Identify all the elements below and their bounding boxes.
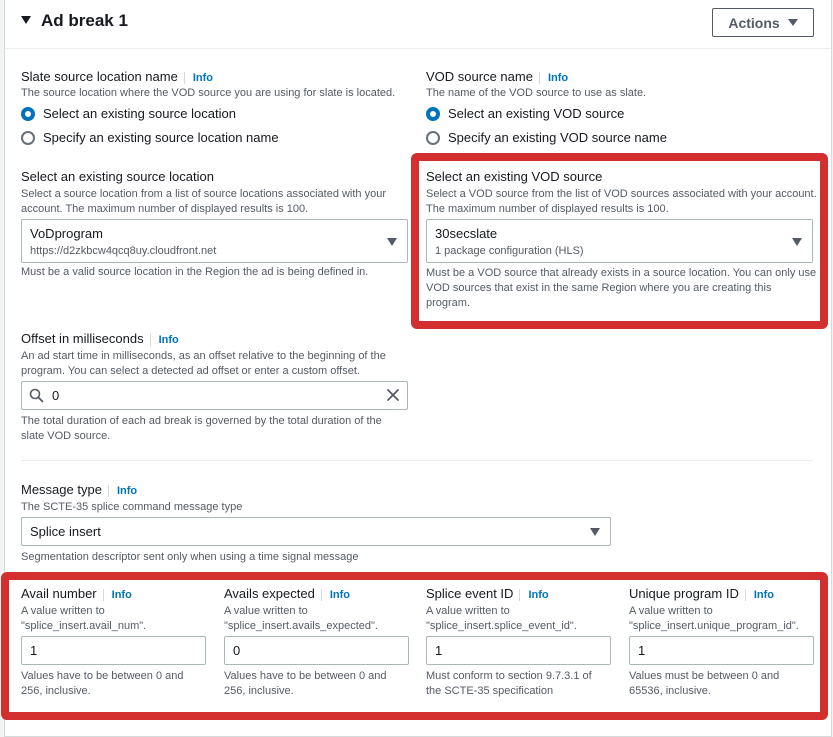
vod-source-name-info-link[interactable]: Info xyxy=(539,72,568,84)
existing-location-description-2: account. The maximum number of displayed results is 100. xyxy=(21,203,309,215)
splice-event-id-label-text: Splice event ID xyxy=(426,586,514,601)
avails-expected-hint-2: 256, inclusive. xyxy=(224,685,294,697)
offset-hint-2: slate VOD source. xyxy=(21,430,111,442)
chevron-down-icon xyxy=(792,238,802,246)
message-type-label-text: Message type xyxy=(21,482,102,497)
splice-event-id-description-2: "splice_insert.splice_event_id". xyxy=(426,620,577,632)
source-location-select[interactable] xyxy=(21,219,408,263)
slate-location-label-text: Slate source location name xyxy=(21,69,178,84)
radio-specify-location-name[interactable] xyxy=(21,130,279,145)
unique-program-id-info-link[interactable]: Info xyxy=(745,589,774,601)
radio-specify-vod-name[interactable] xyxy=(426,130,667,145)
avails-expected-label xyxy=(224,586,350,601)
offset-info-link[interactable]: Info xyxy=(150,334,179,346)
offset-label xyxy=(21,331,179,346)
avail-number-label xyxy=(21,586,132,601)
search-icon xyxy=(29,388,44,403)
vod-source-name-label xyxy=(426,69,568,84)
vod-source-name-description: The name of the VOD source to use as slate. xyxy=(426,87,647,99)
unique-program-id-label xyxy=(629,586,774,601)
message-type-label xyxy=(21,482,137,497)
vod-source-name-label-text: VOD source name xyxy=(426,69,533,84)
existing-vod-label: Select an existing VOD source xyxy=(426,169,603,184)
ad-break-header[interactable] xyxy=(5,0,831,49)
avails-expected-info-link[interactable]: Info xyxy=(321,589,350,601)
existing-location-label: Select an existing source location xyxy=(21,169,214,184)
slate-location-label xyxy=(21,69,213,84)
radio-label: Select an existing source location xyxy=(43,106,236,121)
radio-unselected-icon[interactable] xyxy=(21,131,35,145)
ad-break-title: Ad break 1 xyxy=(41,11,128,30)
unique-program-id-value: 1 xyxy=(638,643,646,658)
splice-event-id-hint-2: the SCTE-35 specification xyxy=(426,685,554,697)
unique-program-id-hint-1: Values must be between 0 and xyxy=(629,670,780,682)
avails-expected-label-text: Avails expected xyxy=(224,586,315,601)
splice-event-id-label xyxy=(426,586,549,601)
source-location-value: VoDprogram xyxy=(30,226,103,241)
existing-vod-hint-1: Must be a VOD source that already exists in a source location. You can only use xyxy=(426,267,817,279)
avail-number-hint-1: Values have to be between 0 and xyxy=(21,670,184,682)
existing-location-hint: Must be a valid source location in the Region the ad is being defined in. xyxy=(21,266,369,278)
caret-down-icon[interactable] xyxy=(21,16,31,24)
avail-number-value: 1 xyxy=(30,643,38,658)
avails-expected-hint-1: Values have to be between 0 and xyxy=(224,670,387,682)
avails-expected-description-2: "splice_insert.avails_expected". xyxy=(224,620,378,632)
avails-expected-input[interactable] xyxy=(224,636,409,665)
ad-break-panel xyxy=(4,0,832,737)
offset-hint-1: The total duration of each ad break is governed by the total duration of the xyxy=(21,415,382,427)
avails-expected-value: 0 xyxy=(233,643,241,658)
splice-event-id-input[interactable] xyxy=(426,636,611,665)
unique-program-id-label-text: Unique program ID xyxy=(629,586,739,601)
avail-number-input[interactable] xyxy=(21,636,206,665)
section-divider xyxy=(21,460,813,461)
splice-event-id-description-1: A value written to xyxy=(426,605,510,617)
radio-select-existing-location[interactable] xyxy=(21,106,236,121)
actions-button[interactable] xyxy=(712,8,814,37)
splice-event-id-info-link[interactable]: Info xyxy=(519,589,548,601)
vod-source-value: 30secslate xyxy=(435,226,498,241)
source-location-url: https://d2zkbcw4qcq8uy.cloudfront.net xyxy=(30,245,217,257)
radio-label: Specify an existing VOD source name xyxy=(448,130,667,145)
message-type-info-link[interactable]: Info xyxy=(108,485,137,497)
vod-source-package-info: 1 package configuration (HLS) xyxy=(435,245,584,257)
unique-program-id-description-2: "splice_insert.unique_program_id". xyxy=(629,620,799,632)
message-type-value: Splice insert xyxy=(30,524,101,539)
existing-vod-hint-3: program. xyxy=(426,297,471,309)
splice-event-id-value: 1 xyxy=(435,643,443,658)
close-icon[interactable] xyxy=(386,388,400,402)
message-type-select[interactable] xyxy=(21,517,611,546)
avails-expected-description-1: A value written to xyxy=(224,605,308,617)
unique-program-id-input[interactable] xyxy=(629,636,814,665)
avail-number-info-link[interactable]: Info xyxy=(103,589,132,601)
existing-vod-description-1: Select a VOD source from the list of VOD sources associated with your account. xyxy=(426,188,817,200)
radio-unselected-icon[interactable] xyxy=(426,131,440,145)
offset-description-1: An ad start time in milliseconds, as an offset relative to the beginning of the xyxy=(21,350,386,362)
radio-label: Specify an existing source location name xyxy=(43,130,279,145)
offset-label-text: Offset in milliseconds xyxy=(21,331,144,346)
radio-select-existing-vod[interactable] xyxy=(426,106,624,121)
avail-number-description-2: "splice_insert.avail_num". xyxy=(21,620,147,632)
offset-value: 0 xyxy=(52,388,60,403)
radio-selected-icon[interactable] xyxy=(21,107,35,121)
splice-event-id-hint-1: Must conform to section 9.7.3.1 of xyxy=(426,670,592,682)
chevron-down-icon xyxy=(590,528,600,536)
unique-program-id-hint-2: 65536, inclusive. xyxy=(629,685,711,697)
avail-number-label-text: Avail number xyxy=(21,586,97,601)
chevron-down-icon xyxy=(387,238,397,246)
actions-label: Actions xyxy=(728,14,780,31)
chevron-down-icon xyxy=(788,19,798,26)
radio-label: Select an existing VOD source xyxy=(448,106,625,121)
existing-vod-description-2: The maximum number of displayed results is 100. xyxy=(426,203,669,215)
message-type-description: The SCTE-35 splice command message type xyxy=(21,501,243,513)
unique-program-id-description-1: A value written to xyxy=(629,605,713,617)
existing-vod-hint-2: VOD sources that exist in the same Region where you are creating this xyxy=(426,282,772,294)
slate-location-description: The source location where the VOD source you are using for slate is located. xyxy=(21,87,396,99)
avail-number-description-1: A value written to xyxy=(21,605,105,617)
vod-source-select[interactable] xyxy=(426,219,813,263)
offset-search-input[interactable] xyxy=(21,381,408,410)
slate-location-info-link[interactable]: Info xyxy=(184,72,213,84)
radio-selected-icon[interactable] xyxy=(426,107,440,121)
message-type-hint: Segmentation descriptor sent only when using a time signal message xyxy=(21,551,359,563)
existing-location-description-1: Select a source location from a list of source locations associated with your xyxy=(21,188,387,200)
offset-description-2: program. You can select a detected ad offset or enter a custom offset. xyxy=(21,365,360,377)
avail-number-hint-2: 256, inclusive. xyxy=(21,685,91,697)
